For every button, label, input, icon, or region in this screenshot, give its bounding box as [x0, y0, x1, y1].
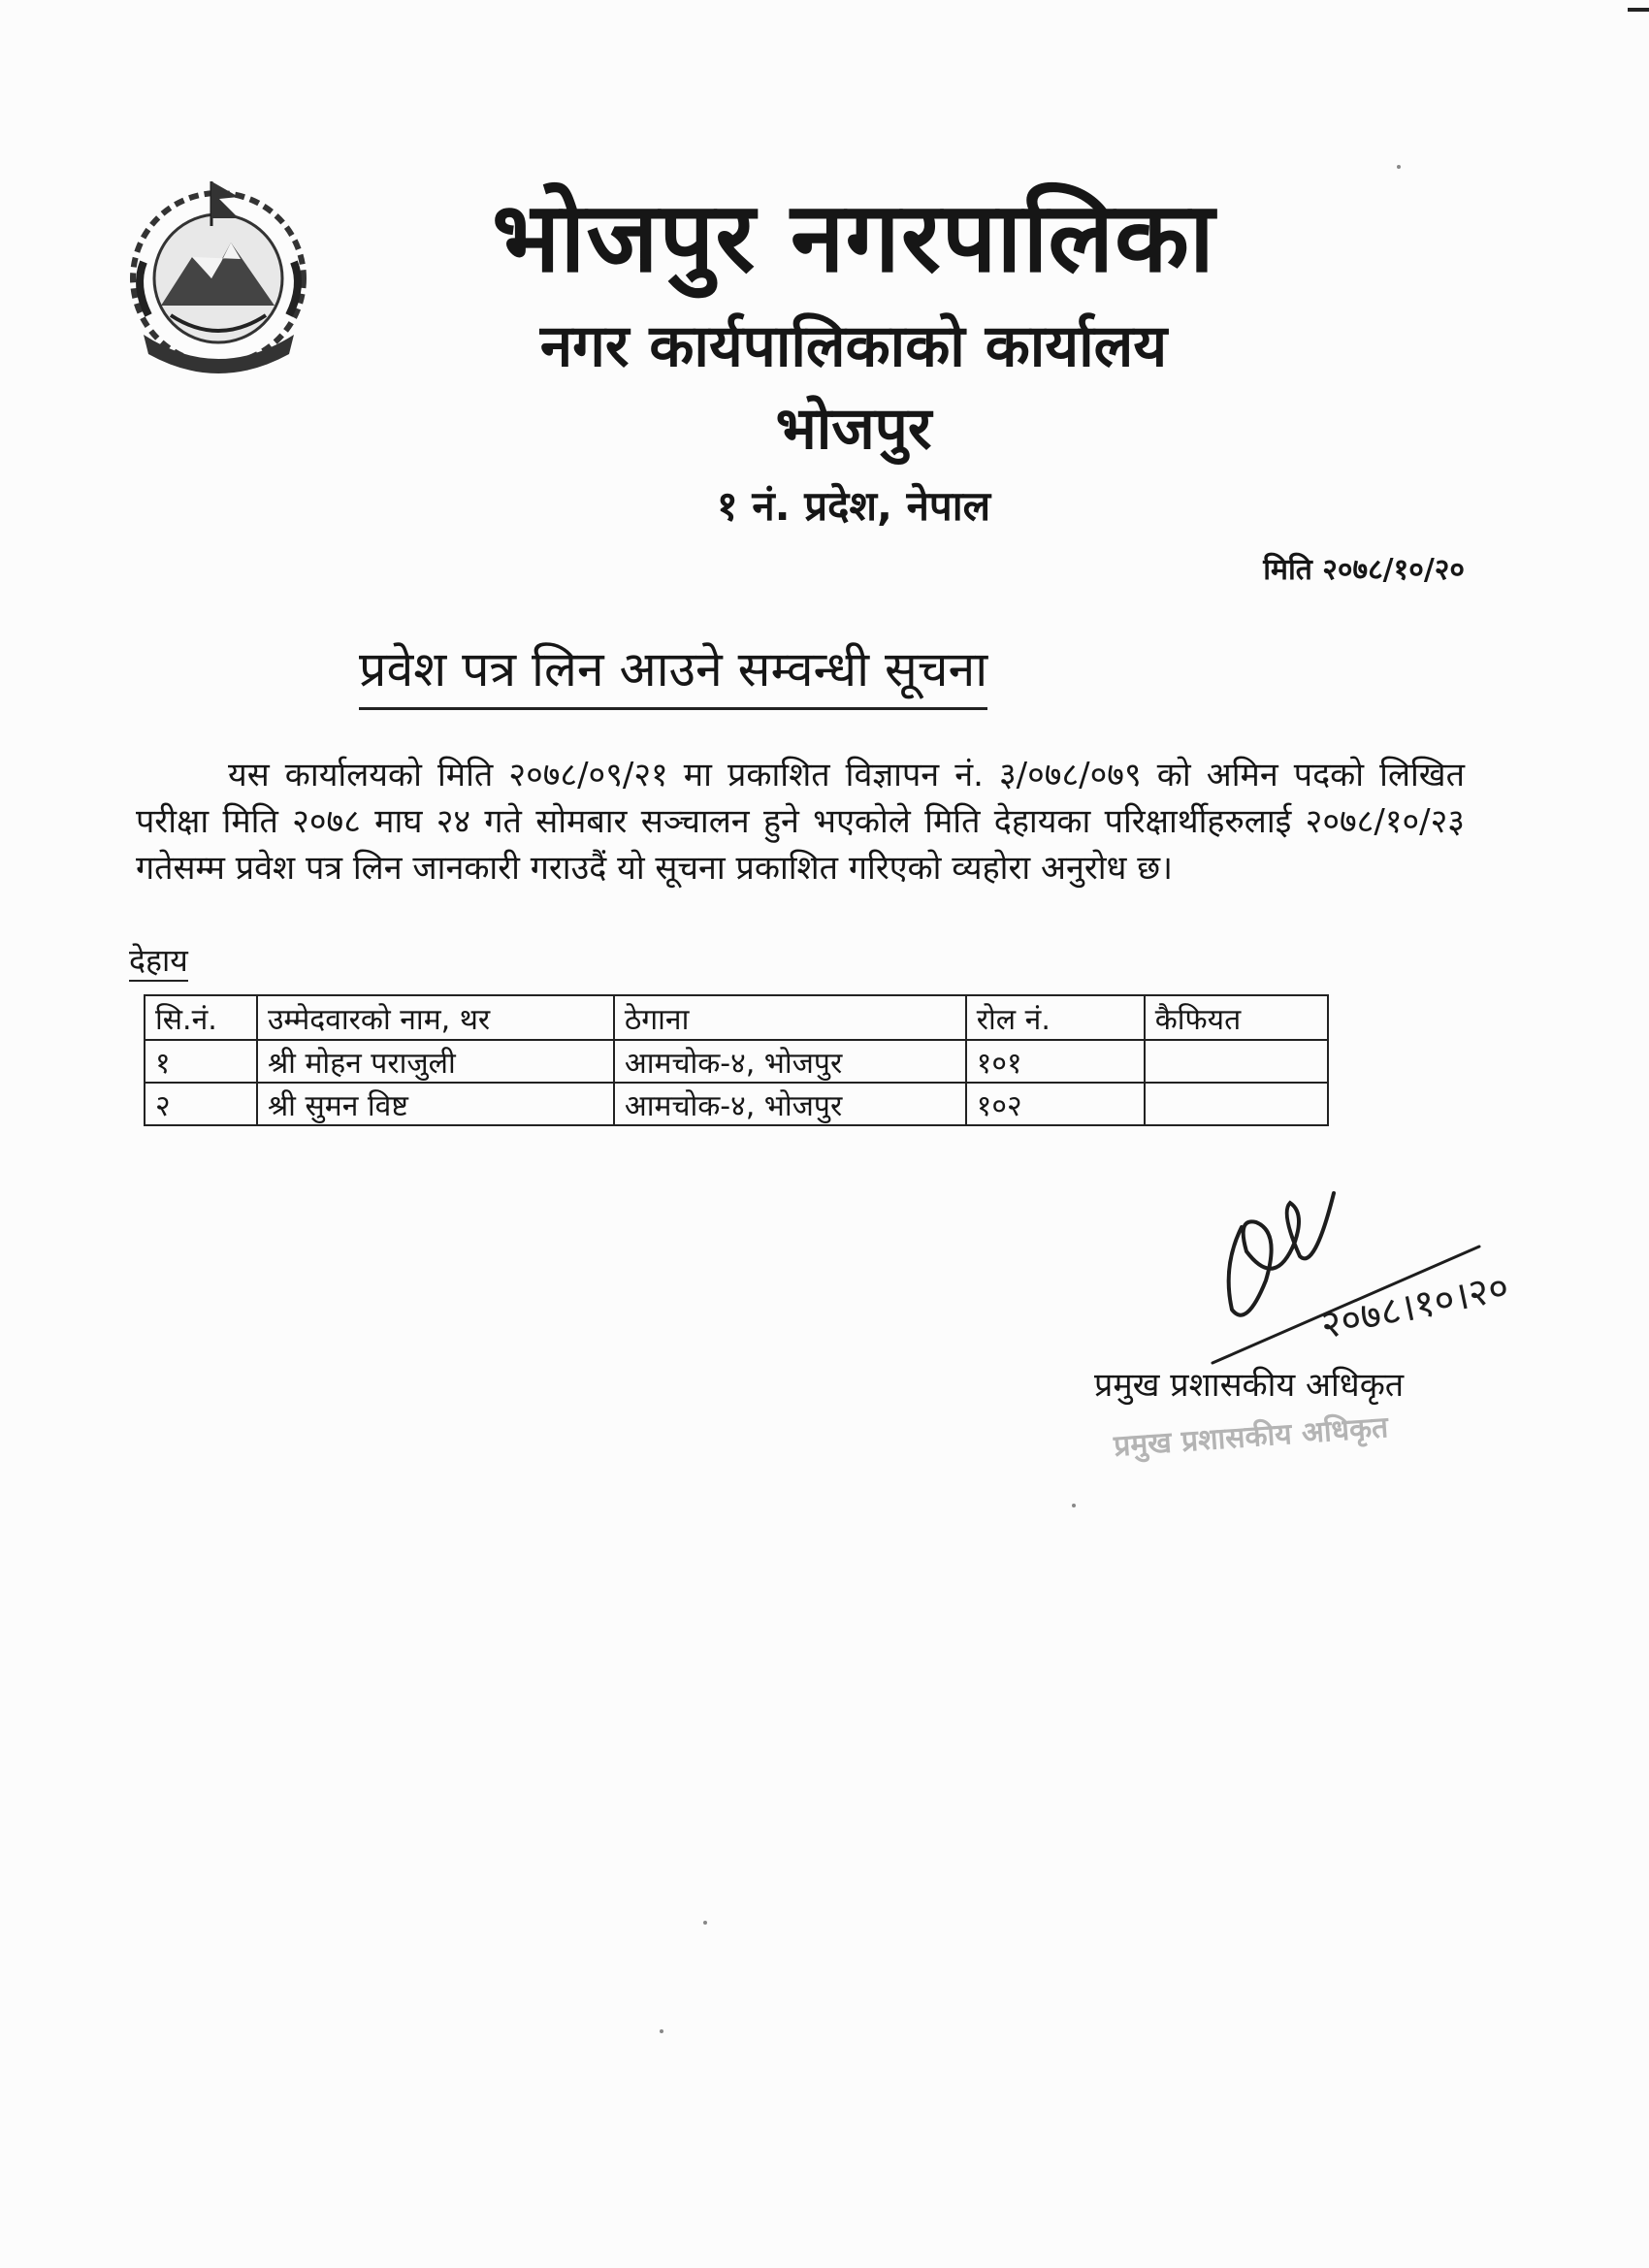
office-stamp: प्रमुख प्रशासकीय अधिकृत [1113, 1410, 1390, 1464]
office-name: नगर कार्यपालिकाको कार्यालय [539, 312, 1168, 380]
cell-serial: १ [145, 1040, 257, 1083]
header-serial: सि.नं. [145, 995, 257, 1040]
cell-remarks [1145, 1083, 1328, 1125]
cell-roll-number: १०१ [966, 1040, 1145, 1083]
header-roll-number: रोल नं. [966, 995, 1145, 1040]
organization-name: भोजपुर नगरपालिका [492, 180, 1215, 294]
schedule-label: देहाय [129, 941, 188, 982]
cell-candidate-name: श्री सुमन विष्ट [257, 1083, 614, 1125]
office-place: भोजपुर [775, 395, 932, 463]
scan-edge-mark [1628, 8, 1649, 12]
scan-speck [1397, 165, 1401, 169]
signature-date: २०७८।१०।२० [1316, 1264, 1513, 1348]
cell-candidate-name: श्री मोहन पराजुली [257, 1040, 614, 1083]
table-header-row [145, 995, 1328, 1040]
notice-body: यस कार्यालयको मिति २०७८/०९/२१ मा प्रकाशित विज्ञापन नं. ३/०७८/०७९ को अमिन पदको लिखित परीक्षा मिति २०७८ माघ २४ गते सोमबार सञ्चालन हुने भएकोले मिति देहायका परिक्षार्थीहरुलाई २०७८/१०/२३ गतेसम्म प्रवेश पत्र लिन जानकारी गराउदैं यो सूचना प्रकाशित गरिएको व्यहोरा अनुरोध छ। [136, 756, 1465, 888]
cell-serial: २ [145, 1083, 257, 1125]
issue-date: मिति २०७८/१०/२० [1263, 553, 1465, 587]
candidate-table [144, 994, 1329, 1126]
table-row [145, 1083, 1328, 1125]
notice-title: प्रवेश पत्र लिन आउने सम्वन्धी सूचना [359, 635, 987, 710]
table-row [145, 1040, 1328, 1083]
cell-roll-number: १०२ [966, 1083, 1145, 1125]
header-address: ठेगाना [614, 995, 966, 1040]
scan-speck [1072, 1504, 1076, 1507]
header-candidate-name: उम्मेदवारको नाम, थर [257, 995, 614, 1040]
signatory-title: प्रमुख प्रशासकीय अधिकृत [1094, 1366, 1405, 1405]
cell-address: आमचोक-४, भोजपुर [614, 1083, 966, 1125]
scan-speck [660, 2029, 663, 2033]
province-line: १ नं. प्रदेश, नेपाल [716, 482, 991, 530]
cell-remarks [1145, 1040, 1328, 1083]
header-remarks: कैफियत [1145, 995, 1328, 1040]
cell-address: आमचोक-४, भोजपुर [614, 1040, 966, 1083]
handwritten-signature [1188, 1174, 1576, 1368]
scan-speck [703, 1921, 707, 1925]
